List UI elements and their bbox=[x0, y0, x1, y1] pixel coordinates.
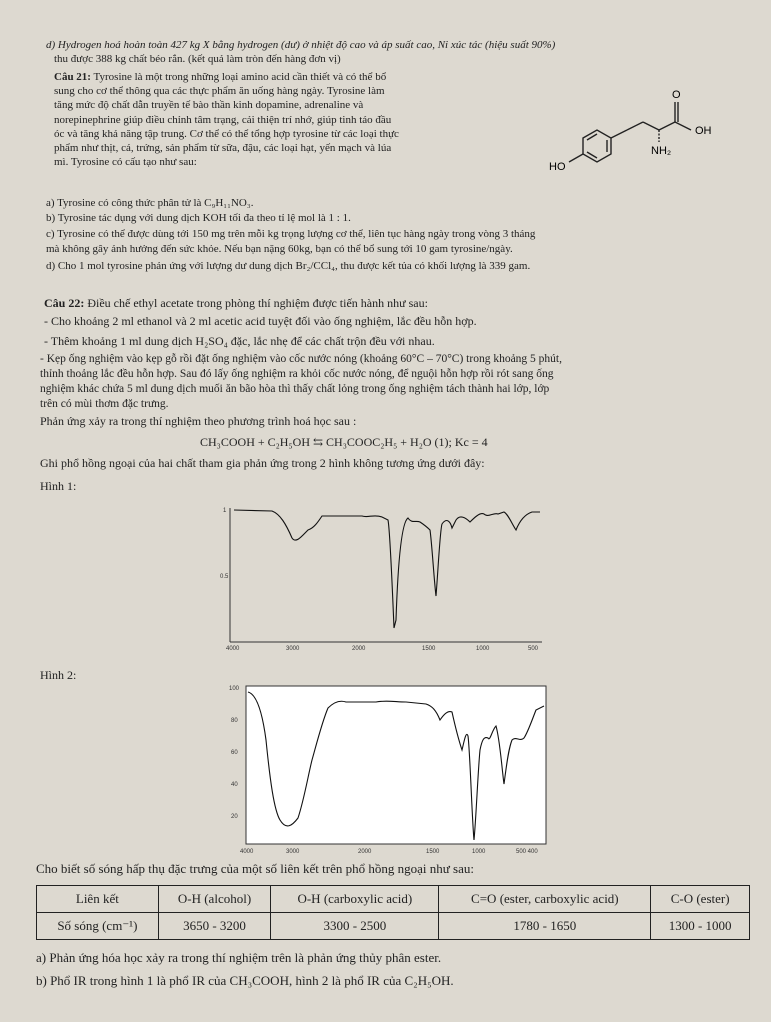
fig2-ytick-80: 80 bbox=[231, 718, 238, 724]
fig1-ytick-0.5: 0.5 bbox=[220, 574, 229, 580]
fig2-ytick-60: 60 bbox=[231, 750, 238, 756]
q22-step-3c: nghiệm khác chứa 5 ml dung dịch muối ăn bão hòa thì thấy chất lỏng trong ống nghiệm tách thành hai lớp, lớp bbox=[40, 383, 550, 395]
fig2-ytick-40: 40 bbox=[231, 782, 238, 788]
table-cell: Số sóng (cm⁻¹) bbox=[37, 913, 159, 940]
q21-line-1: sung cho cơ thể thông qua các thực phẩm ăn uống hàng ngày. Tyrosine làm bbox=[54, 85, 385, 97]
table-cell: 3300 - 2500 bbox=[271, 913, 439, 940]
q21-c2: mà không gây ảnh hưởng đến sức khỏe. Nếu bạn nặng 60kg, bạn có thể bổ sung tới 10 gam tyrosine/ngày. bbox=[46, 243, 513, 255]
tyrosine-structure bbox=[535, 80, 755, 175]
fig2-xtick-3000: 3000 bbox=[286, 849, 300, 855]
fig2-ytick-20: 20 bbox=[231, 814, 238, 820]
q20-intro-2: thu được 388 kg chất béo rắn. (kết quả làm tròn đến hàng đơn vị) bbox=[54, 53, 341, 65]
q22-step-3a: - Kẹp ống nghiệm vào kẹp gỗ rồi đặt ống nghiệm vào cốc nước nóng (khoảng 60°C – 70°C) trong khoảng 5 phút, bbox=[40, 353, 562, 365]
fig1-xtick-1000: 1000 bbox=[476, 646, 490, 652]
table-header-cell: C-O (ester) bbox=[651, 886, 750, 913]
q21-line-6: mì. Tyrosine có cấu tạo như sau: bbox=[54, 156, 197, 168]
q22-ir-intro: Ghi phổ hồng ngoại của hai chất tham gia phản ứng trong 2 hình không tương ứng dưới đây: bbox=[40, 456, 485, 470]
fig1-xtick-3000: 3000 bbox=[286, 646, 300, 652]
table-row bbox=[37, 886, 750, 913]
q20-intro: d) Hydrogen hoá hoàn toàn 427 kg X bằng hydrogen (dư) ở nhiệt độ cao và áp suất cao, Ni xúc tác (hiệu suất 90%) bbox=[46, 39, 556, 51]
fig2-ytick-100: 100 bbox=[229, 686, 240, 692]
table-cell: 1780 - 1650 bbox=[439, 913, 651, 940]
fig2-xtick-4000: 4000 bbox=[240, 849, 254, 855]
q22-step-3b: thỉnh thoảng lắc đều hỗn hợp. Sau đó lấy ống nghiệm ra khỏi cốc nước nóng, để nguội hỗn hợp rồi rót sang ống bbox=[40, 368, 554, 380]
q22-eq-intro: Phản ứng xảy ra trong thí nghiệm theo phương trình hoá học sau : bbox=[40, 414, 357, 428]
q22-a: a) Phản ứng hóa học xảy ra trong thí nghiệm trên là phản ứng thủy phân ester. bbox=[36, 950, 442, 965]
table-cell: 1300 - 1000 bbox=[651, 913, 750, 940]
q21-line-3: norepinephrine giúp điều chỉnh tâm trạng, cải thiện trí nhớ, giúp tinh táo đầu bbox=[54, 114, 392, 126]
ho-label: HO bbox=[549, 161, 566, 173]
q22-equation: CH₃COOH + C₂H₅OH ⇆ CH₃COOC₂H₅ + H₂O (1); Kc = 4 bbox=[200, 435, 488, 449]
q21-a: a) Tyrosine có công thức phân tử là C₉H₁₁NO₃. bbox=[46, 197, 254, 209]
carbonyl-o-label: O bbox=[672, 89, 681, 101]
ir-spectrum-figure-2 bbox=[226, 680, 552, 856]
oh-label: OH bbox=[695, 125, 712, 137]
q21-d: d) Cho 1 mol tyrosine phản ứng với lượng dư dung dịch Br₂/CCl₄, thu được kết tủa có khối lượng là 339 gam. bbox=[46, 260, 531, 272]
q21-line-4: óc và tăng khả năng tập trung. Cơ thể có thể tổng hợp tyrosine từ các loại thực bbox=[54, 128, 399, 140]
fig1-spectrum-line bbox=[234, 510, 540, 628]
q21-b: b) Tyrosine tác dụng với dung dịch KOH tối đa theo tỉ lệ mol là 1 : 1. bbox=[46, 212, 351, 224]
fig1-label: Hình 1: bbox=[40, 479, 77, 493]
q22-step-3d: trên có mùi thơm đặc trưng. bbox=[40, 398, 169, 410]
q21-label: Câu 21: bbox=[54, 71, 91, 83]
q22-step-2: - Thêm khoảng 1 ml dung dịch H₂SO₄ đặc, lắc nhẹ để các chất trộn đều với nhau. bbox=[44, 334, 435, 348]
q22-step-1: - Cho khoảng 2 ml ethanol và 2 ml acetic acid tuyệt đối vào ống nghiệm, lắc đều hỗn hợp. bbox=[44, 314, 477, 328]
table-header-cell: C=O (ester, carboxylic acid) bbox=[439, 886, 651, 913]
fig1-xtick-500: 500 bbox=[528, 646, 539, 652]
q22-b: b) Phổ IR trong hình 1 là phổ IR của CH₃COOH, hình 2 là phổ IR của C₂H₅OH. bbox=[36, 973, 454, 988]
table-row bbox=[37, 913, 750, 940]
fig1-xtick-1500: 1500 bbox=[422, 646, 436, 652]
q21-c1: c) Tyrosine có thể được dùng tới 150 mg trên mỗi kg trọng lượng cơ thể, liên tục hàng ngày trong vòng 3 tháng bbox=[46, 228, 536, 240]
fig2-xtick-500-400: 500 400 bbox=[516, 849, 538, 855]
table-header-cell: O-H (alcohol) bbox=[158, 886, 271, 913]
ir-spectrum-figure-1 bbox=[222, 500, 552, 652]
fig1-xtick-2000: 2000 bbox=[352, 646, 366, 652]
table-header-cell: Liên kết bbox=[37, 886, 159, 913]
q21-line-2: tăng mức độ chất dẫn truyền tế bào thần kinh dopamine, adrenaline và bbox=[54, 99, 364, 111]
q21-line-5: phẩm như thịt, cá, trứng, sản phẩm từ sữa, đậu, các loại hạt, yến mạch và lúa bbox=[54, 142, 392, 154]
table-header-cell: O-H (carboxylic acid) bbox=[271, 886, 439, 913]
fig2-xtick-1500: 1500 bbox=[426, 849, 440, 855]
q22-title-line bbox=[44, 296, 428, 310]
q22-label: Câu 22: bbox=[44, 296, 85, 310]
fig2-xtick-1000: 1000 bbox=[472, 849, 486, 855]
q22-title: Điều chế ethyl acetate trong phòng thí nghiệm được tiến hành như sau: bbox=[87, 296, 428, 310]
q22-table-intro: Cho biết số sóng hấp thụ đặc trưng của một số liên kết trên phổ hồng ngoại như sau: bbox=[36, 861, 474, 876]
q21-line-0 bbox=[54, 70, 386, 84]
fig2-label: Hình 2: bbox=[40, 668, 77, 682]
fig2-xtick-2000: 2000 bbox=[358, 849, 372, 855]
ir-wavenumber-table bbox=[36, 885, 750, 940]
fig1-xtick-4000: 4000 bbox=[226, 646, 240, 652]
table-cell: 3650 - 3200 bbox=[158, 913, 271, 940]
q21-text-0: Tyrosine là một trong những loại amino acid cần thiết và có thể bổ bbox=[93, 71, 387, 83]
nh2-label: NH₂ bbox=[651, 145, 672, 157]
fig1-ytick-1: 1 bbox=[223, 508, 227, 514]
